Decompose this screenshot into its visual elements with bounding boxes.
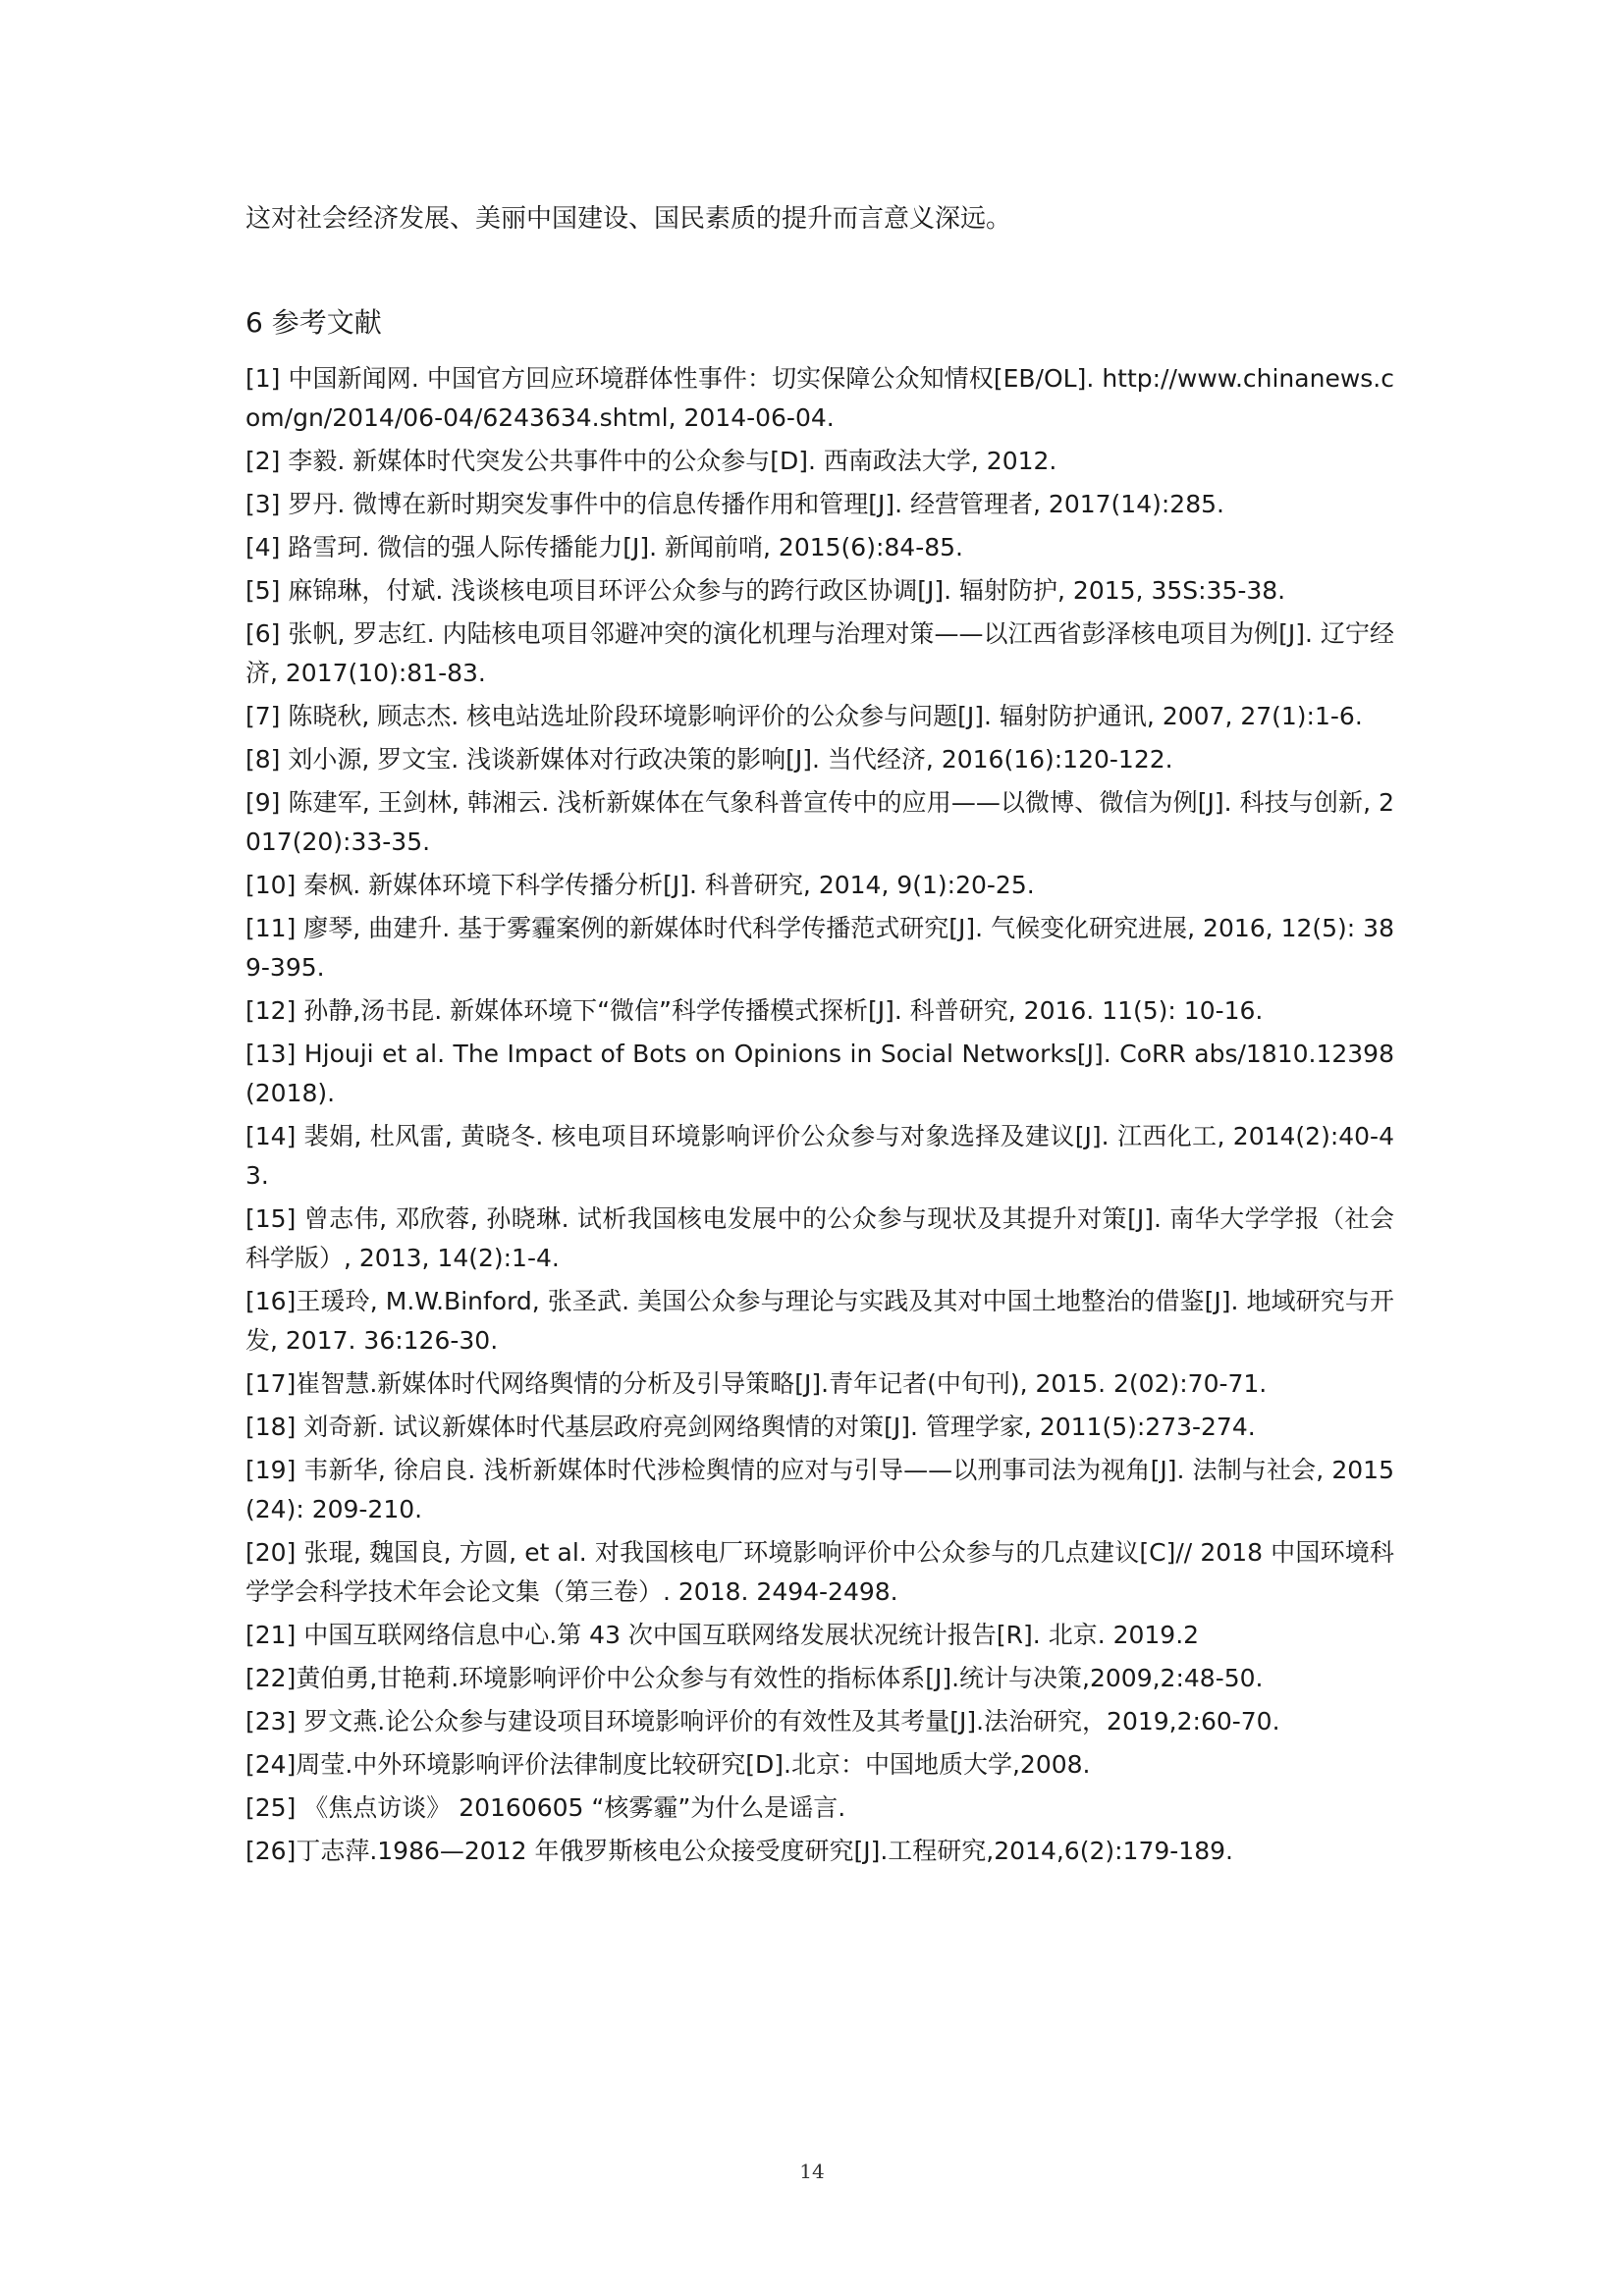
reference-item: [13] Hjouji et al. The Impact of Bots on Opinions in Social Networks[J]. CoRR abs/1810.12398(2018). bbox=[245, 1040, 1394, 1107]
reference-item: [6] 张帆, 罗志红. 内陆核电项目邻避冲突的演化机理与治理对策——以江西省彭泽核电项目为例[J]. 辽宁经济, 2017(10):81-83. bbox=[245, 619, 1394, 687]
reference-item: [15] 曾志伟, 邓欣蓉, 孙晓琳. 试析我国核电发展中的公众参与现状及其提升对策[J]. 南华大学学报（社会科学版）, 2013, 14(2):1-4. bbox=[245, 1204, 1394, 1272]
reference-item: [26]丁志萍.1986—2012 年俄罗斯核电公众接受度研究[J].工程研究,2014,6(2):179-189. bbox=[245, 1837, 1233, 1865]
reference-list bbox=[245, 359, 1394, 1871]
intro-paragraph: 这对社会经济发展、美丽中国建设、国民素质的提升而言意义深远。 bbox=[245, 204, 1012, 234]
reference-item: [24]周莹.中外环境影响评价法律制度比较研究[D].北京：中国地质大学,2008. bbox=[245, 1750, 1091, 1779]
reference-item: [5] 麻锦琳，付斌. 浅谈核电项目环评公众参与的跨行政区协调[J]. 辐射防护, 2015, 35S:35-38. bbox=[245, 576, 1286, 605]
reference-item: [14] 裴娟, 杜风雷, 黄晓冬. 核电项目环境影响评价公众参与对象选择及建议[J]. 江西化工, 2014(2):40-43. bbox=[245, 1122, 1394, 1190]
reference-item: [11] 廖琴, 曲建升. 基于雾霾案例的新媒体时代科学传播范式研究[J]. 气候变化研究进展, 2016, 12(5): 389-395. bbox=[245, 914, 1394, 982]
section-title: 6 参考文献 bbox=[245, 306, 382, 339]
reference-item: [23] 罗文燕.论公众参与建设项目环境影响评价的有效性及其考量[J].法治研究，2019,2:60-70. bbox=[245, 1707, 1280, 1735]
reference-item: [25] 《焦点访谈》 20160605 “核雾霾”为什么是谣言. bbox=[245, 1793, 846, 1822]
reference-item: [19] 韦新华, 徐启良. 浅析新媒体时代涉检舆情的应对与引导——以刑事司法为视角[J]. 法制与社会, 2015(24): 209-210. bbox=[245, 1456, 1394, 1523]
reference-item: [9] 陈建军, 王剑林, 韩湘云. 浅析新媒体在气象科普宣传中的应用——以微博、微信为例[J]. 科技与创新, 2017(20):33-35. bbox=[245, 788, 1394, 856]
reference-item: [21] 中国互联网络信息中心.第 43 次中国互联网络发展状况统计报告[R]. 北京. 2019.2 bbox=[245, 1621, 1200, 1649]
reference-item: [12] 孙静,汤书昆. 新媒体环境下“微信”科学传播模式探析[J]. 科普研究, 2016. 11(5): 10-16. bbox=[245, 996, 1264, 1025]
reference-item: [2] 李毅. 新媒体时代突发公共事件中的公众参与[D]. 西南政法大学, 2012. bbox=[245, 447, 1057, 475]
reference-item: [10] 秦枫. 新媒体环境下科学传播分析[J]. 科普研究, 2014, 9(1):20-25. bbox=[245, 871, 1035, 899]
reference-item: [17]崔智慧.新媒体时代网络舆情的分析及引导策略[J].青年记者(中旬刊), 2015. 2(02):70-71. bbox=[245, 1369, 1268, 1398]
reference-item: [16]王瑗玲, M.W.Binford, 张圣武. 美国公众参与理论与实践及其对中国土地整治的借鉴[J]. 地域研究与开发, 2017. 36:126-30. bbox=[245, 1287, 1394, 1355]
reference-item: [8] 刘小源, 罗文宝. 浅谈新媒体对行政决策的影响[J]. 当代经济, 2016(16):120-122. bbox=[245, 745, 1173, 774]
reference-item: [1] 中国新闻网. 中国官方回应环境群体性事件：切实保障公众知情权[EB/OL]. http://www.chinanews.com/gn/2014/06-04/6243634.shtml, 2014-06-04. bbox=[245, 364, 1394, 432]
page-number: 14 bbox=[799, 2160, 825, 2183]
reference-item: [3] 罗丹. 微博在新时期突发事件中的信息传播作用和管理[J]. 经营管理者, 2017(14):285. bbox=[245, 490, 1224, 518]
reference-item: [22]黄伯勇,甘艳莉.环境影响评价中公众参与有效性的指标体系[J].统计与决策,2009,2:48-50. bbox=[245, 1664, 1264, 1692]
page-body bbox=[245, 196, 1394, 1875]
reference-item: [20] 张琨, 魏国良, 方圆, et al. 对我国核电厂环境影响评价中公众参与的几点建议[C]// 2018 中国环境科学学会科学技术年会论文集（第三卷）. 2018. 2494-2498. bbox=[245, 1538, 1394, 1606]
reference-item: [7] 陈晓秋, 顾志杰. 核电站选址阶段环境影响评价的公众参与问题[J]. 辐射防护通讯, 2007, 27(1):1-6. bbox=[245, 702, 1363, 730]
reference-item: [18] 刘奇新. 试议新媒体时代基层政府亮剑网络舆情的对策[J]. 管理学家, 2011(5):273-274. bbox=[245, 1413, 1256, 1441]
reference-item: [4] 路雪珂. 微信的强人际传播能力[J]. 新闻前哨, 2015(6):84-85. bbox=[245, 533, 963, 561]
